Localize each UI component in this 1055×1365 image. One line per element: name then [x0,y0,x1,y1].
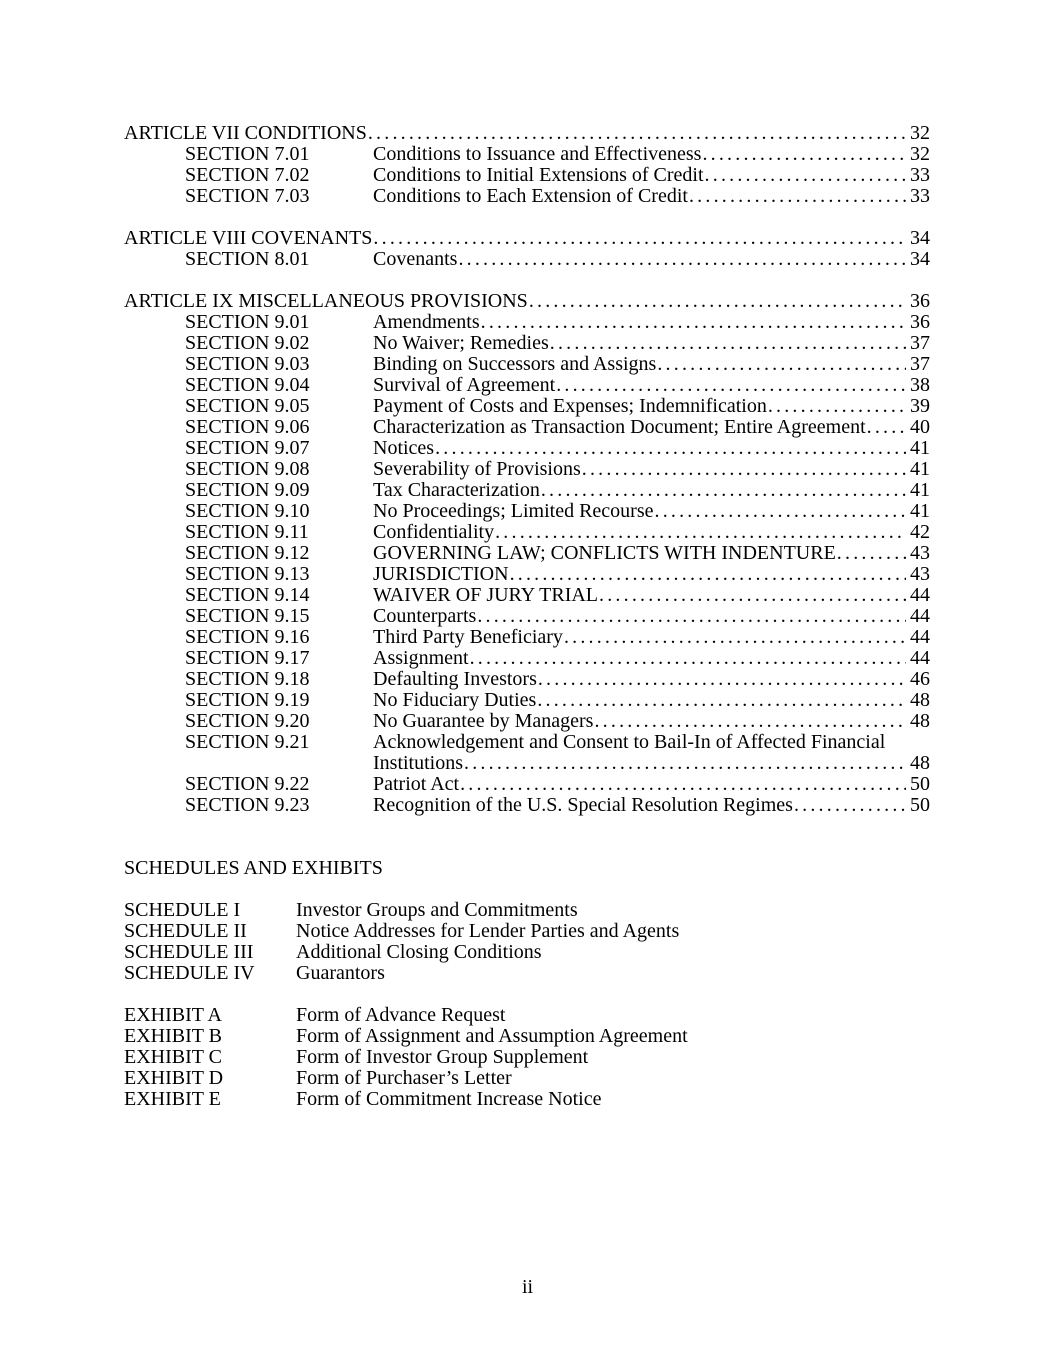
dot-leader [457,249,906,270]
toc-page-number: 33 [910,164,930,186]
list-item [124,942,930,963]
toc-page-number: 36 [910,290,930,312]
dot-leader [563,627,906,648]
list-item-label: EXHIBIT C [124,1046,222,1068]
toc-section-number: SECTION 9.18 [185,669,310,690]
toc-entry-title: No Guarantee by Managers [373,710,594,732]
list-item [124,921,930,942]
dot-leader [549,333,906,354]
toc-section-number: SECTION 7.03 [185,186,310,207]
toc-section-row [124,501,930,522]
dot-leader [866,417,906,438]
dot-leader [459,774,906,795]
toc-entry-title: WAIVER OF JURY TRIAL [373,584,599,606]
dot-leader [537,669,906,690]
dot-leader [836,543,906,564]
dot-leader [540,480,906,501]
list-item-title: Additional Closing Conditions [296,941,542,963]
blank-line [124,837,930,858]
toc-entry-title: No Waiver; Remedies [373,332,549,354]
dot-leader [581,459,906,480]
toc-section-number: SECTION 9.15 [185,606,310,627]
blank-line [124,816,930,837]
toc-section-number: SECTION 9.21 [185,732,310,753]
dot-leader [509,564,906,585]
toc-section-number: SECTION 9.11 [185,522,309,543]
toc-entry-title: JURISDICTION [373,563,509,585]
toc-section-row [124,669,930,690]
dot-leader [688,186,906,207]
toc-section-number: SECTION 9.17 [185,648,310,669]
toc-section-number: SECTION 9.07 [185,438,310,459]
toc-page-number: 44 [910,605,930,627]
toc-entry-title: Assignment [373,647,469,669]
toc-section-number: SECTION 7.01 [185,144,310,165]
toc-page-number: 42 [910,521,930,543]
toc-section-row [124,165,930,186]
toc-article-row [124,228,930,249]
toc-entry-title: GOVERNING LAW; CONFLICTS WITH INDENTURE [373,542,836,564]
toc-entry-title: Binding on Successors and Assigns [373,353,657,375]
toc-article-label: ARTICLE IX MISCELLANEOUS PROVISIONS [124,290,528,312]
toc-section-row [124,627,930,648]
toc-section-number: SECTION 9.14 [185,585,310,606]
toc-page-number: 32 [910,122,930,144]
toc-section-number: SECTION 8.01 [185,249,310,270]
toc-section-row [124,711,930,732]
toc-section-number: SECTION 9.03 [185,354,310,375]
toc-section-number: SECTION 9.23 [185,795,310,816]
toc-page-number: 37 [910,332,930,354]
toc-entry-title: Conditions to Each Extension of Credit [373,185,688,207]
toc-page-number: 50 [910,794,930,816]
exhibits-list [124,1005,930,1110]
toc-section-number: SECTION 9.09 [185,480,310,501]
toc-page-number: 48 [910,710,930,732]
list-item-title: Form of Commitment Increase Notice [296,1088,602,1110]
toc-section-number: SECTION 9.05 [185,396,310,417]
toc-entry-title: Conditions to Initial Extensions of Credit [373,164,704,186]
toc-section-row [124,564,930,585]
toc-section-row [124,585,930,606]
toc-entry-title: Severability of Provisions [373,458,581,480]
toc-page-number: 41 [910,437,930,459]
toc-section-row [124,186,930,207]
dot-leader [434,438,906,459]
toc-entry-title: Conditions to Issuance and Effectiveness [373,143,702,165]
dot-leader [476,606,906,627]
toc-article-row [124,123,930,144]
toc-page-number: 44 [910,584,930,606]
toc-entry-title: Tax Characterization [373,479,540,501]
toc-entry-title: Characterization as Transaction Document; Entire Agreement [373,416,866,438]
toc-section-row [124,522,930,543]
toc-section-number: SECTION 9.20 [185,711,310,732]
schedules-and-exhibits-heading: SCHEDULES AND EXHIBITS [124,857,383,879]
toc-entry-title: Counterparts [373,605,477,627]
list-item-title: Notice Addresses for Lender Parties and Agents [296,920,680,942]
table-of-contents [124,123,930,816]
list-item-title: Form of Purchaser’s Letter [296,1067,512,1089]
dot-leader [528,291,906,312]
toc-section-number: SECTION 7.02 [185,165,310,186]
blank-line [124,879,930,900]
toc-page-number: 32 [910,143,930,165]
toc-page-number: 40 [910,416,930,438]
toc-page-number: 34 [910,227,930,249]
toc-article-label: ARTICLE VII CONDITIONS [124,122,367,144]
page-number-footer: ii [521,1276,534,1298]
toc-section-number: SECTION 9.16 [185,627,310,648]
toc-entry-title: Payment of Costs and Expenses; Indemnification [373,395,767,417]
toc-entry-title: Third Party Beneficiary [373,626,563,648]
toc-section-row [124,732,930,753]
toc-page-number: 38 [910,374,930,396]
dot-leader [593,711,906,732]
toc-page-number: 44 [910,626,930,648]
list-item [124,900,930,921]
toc-section-row [124,606,930,627]
toc-section-row [124,774,930,795]
list-item-label: EXHIBIT D [124,1067,224,1089]
dot-leader [555,375,906,396]
dot-leader [654,501,907,522]
blank-line [124,270,930,291]
toc-page-number: 37 [910,353,930,375]
toc-entry-title: Survival of Agreement [373,374,556,396]
toc-page-number: 48 [910,689,930,711]
toc-page-number: 36 [910,311,930,333]
toc-page-number: 41 [910,500,930,522]
toc-article-row [124,291,930,312]
dot-leader [494,522,906,543]
list-item-label: EXHIBIT A [124,1004,222,1026]
list-item [124,963,930,984]
toc-entry-title: Confidentiality [373,521,495,543]
list-item [124,1026,930,1047]
blank-line [124,207,930,228]
list-item-label: SCHEDULE III [124,941,254,963]
toc-section-row [124,795,930,816]
list-item-title: Guarantors [296,962,385,984]
toc-section-number: SECTION 9.08 [185,459,310,480]
toc-section-row [124,249,930,270]
toc-section-number: SECTION 9.13 [185,564,310,585]
list-item-label: SCHEDULE IV [124,962,255,984]
toc-section-row [124,753,930,774]
schedules-list [124,900,930,984]
toc-page-number: 41 [910,479,930,501]
toc-page-number: 39 [910,395,930,417]
toc-section-row [124,396,930,417]
toc-section-row [124,459,930,480]
toc-section-row [124,144,930,165]
toc-page-number: 46 [910,668,930,690]
toc-section-row [124,375,930,396]
dot-leader [536,690,906,711]
toc-entry-title: Recognition of the U.S. Special Resolution Regimes [373,794,793,816]
document-page-content [124,123,930,1110]
list-item-title: Form of Investor Group Supplement [296,1046,589,1068]
toc-page-number: 43 [910,542,930,564]
toc-section-row [124,690,930,711]
list-item [124,1005,930,1026]
dot-leader [767,396,906,417]
toc-entry-title: Acknowledgement and Consent to Bail-In of Affected Financial [373,731,886,753]
toc-section-number: SECTION 9.02 [185,333,310,354]
dot-leader [701,144,906,165]
list-item-label: EXHIBIT B [124,1025,222,1047]
list-item-label: SCHEDULE II [124,920,247,942]
toc-section-number: SECTION 9.04 [185,375,310,396]
toc-section-row [124,333,930,354]
toc-section-number: SECTION 9.01 [185,312,310,333]
toc-entry-title: Defaulting Investors [373,668,537,690]
toc-entry-title: Covenants [373,248,458,270]
toc-article-label: ARTICLE VIII COVENANTS [124,227,373,249]
list-item [124,1047,930,1068]
toc-section-number: SECTION 9.06 [185,417,310,438]
dot-leader [656,354,906,375]
dot-leader [372,228,906,249]
toc-entry-title: Amendments [373,311,480,333]
toc-section-number: SECTION 9.10 [185,501,310,522]
toc-page-number: 43 [910,563,930,585]
dot-leader [463,753,906,774]
toc-section-row [124,480,930,501]
dot-leader [598,585,906,606]
toc-section-row [124,354,930,375]
toc-section-row [124,438,930,459]
toc-section-row [124,543,930,564]
dot-leader [793,795,906,816]
list-item-title: Form of Advance Request [296,1004,506,1026]
dot-leader [704,165,906,186]
list-item-title: Investor Groups and Commitments [296,899,578,921]
list-item-label: EXHIBIT E [124,1088,221,1110]
toc-section-number: SECTION 9.22 [185,774,310,795]
toc-section-row [124,417,930,438]
dot-leader [480,312,906,333]
toc-page-number: 48 [910,752,930,774]
toc-page-number: 50 [910,773,930,795]
blank-line [124,984,930,1005]
toc-section-row [124,312,930,333]
toc-entry-title: Notices [373,437,435,459]
list-item-label: SCHEDULE I [124,899,241,921]
toc-entry-title: Patriot Act [373,773,460,795]
toc-entry-title: No Fiduciary Duties [373,689,537,711]
dot-leader [469,648,906,669]
list-item [124,1089,930,1110]
toc-page-number: 44 [910,647,930,669]
toc-section-number: SECTION 9.12 [185,543,310,564]
toc-section-row [124,648,930,669]
toc-page-number: 41 [910,458,930,480]
list-item [124,1068,930,1089]
toc-section-number: SECTION 9.19 [185,690,310,711]
toc-entry-title: Institutions [373,752,464,774]
toc-page-number: 34 [910,248,930,270]
toc-entry-title: No Proceedings; Limited Recourse [373,500,654,522]
toc-page-number: 33 [910,185,930,207]
list-item-title: Form of Assignment and Assumption Agreement [296,1025,688,1047]
dot-leader [367,123,906,144]
